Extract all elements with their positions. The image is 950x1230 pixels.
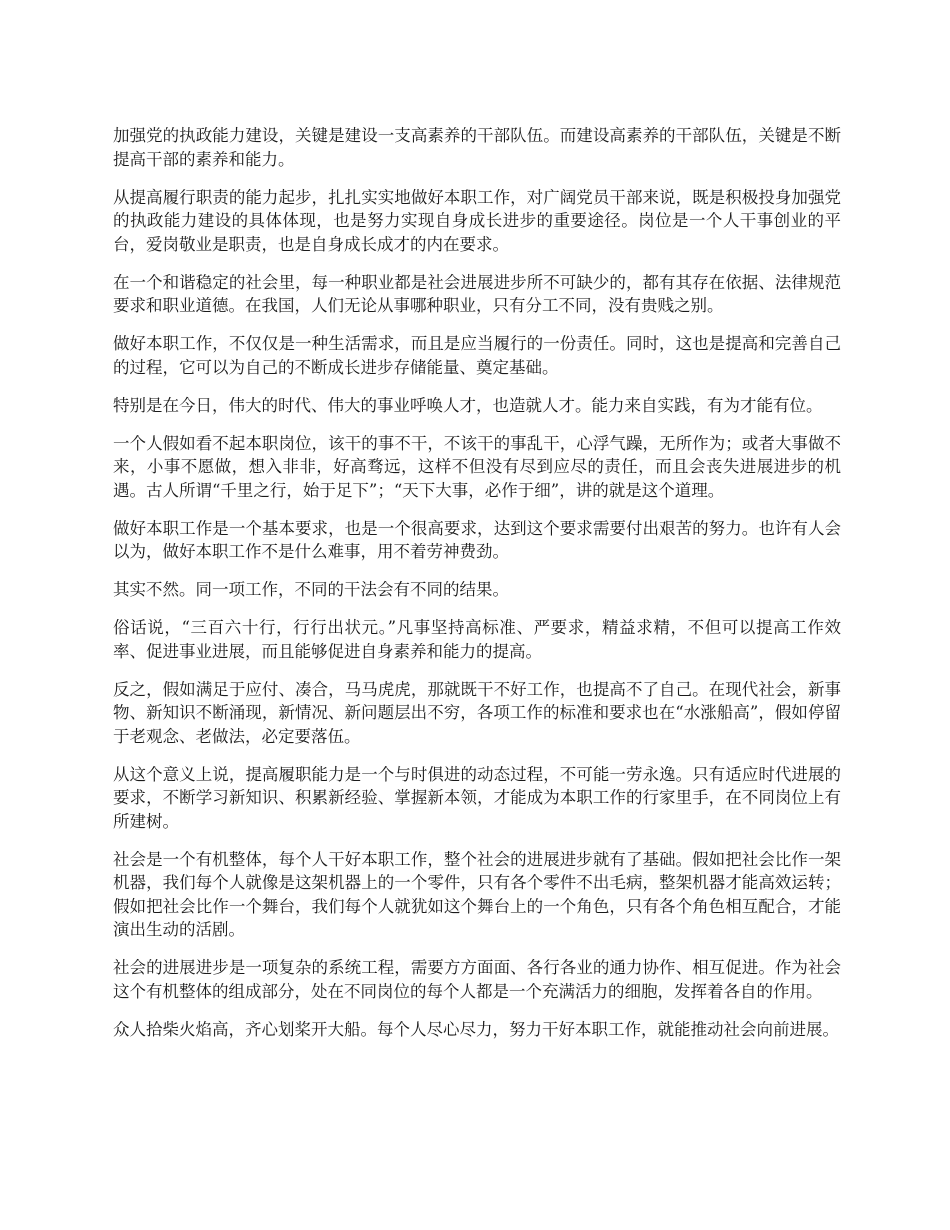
document-body bbox=[113, 124, 841, 1056]
paragraph: 众人拾柴火焰高，齐心划桨开大船。每个人尽心尽力，努力干好本职工作，就能推动社会向前进展。 bbox=[113, 1019, 839, 1039]
paragraph: 在一个和谐稳定的社会里，每一种职业都是社会进展进步所不可缺少的，都有其存在依据、法律规范要求和职业道德。在我国，人们无论从事哪种职业，只有分工不同，没有贵贱之别。 bbox=[113, 272, 841, 315]
paragraph: 特别是在今日，伟大的时代、伟大的事业呼唤人才，也造就人才。能力来自实践，有为才能有位。 bbox=[113, 395, 823, 415]
paragraph: 其实不然。同一项工作，不同的干法会有不同的结果。 bbox=[113, 580, 509, 599]
paragraph: 做好本职工作，不仅仅是一种生活需求，而且是应当履行的一份责任。同时，这也是提高和完善自己的过程，它可以为自己的不断成长进步存储能量、奠定基础。 bbox=[113, 334, 841, 377]
paragraph: 一个人假如看不起本职岗位，该干的事不干，不该干的事乱干，心浮气躁，无所作为；或者大事做不来，小事不愿做，想入非非，好高骛远，这样不但没有尽到应尽的责任，而且会丧失进展进步的机遇。古人所谓“千里之行，始于足下”；“天下大事，必作于细”，讲的就是这个道理。 bbox=[113, 433, 841, 500]
paragraph: 俗话说，“三百六十行，行行出状元。”凡事坚持高标准、严要求，精益求精，不但可以提高工作效率、促进事业进展，而且能够促进自身素养和能力的提高。 bbox=[113, 618, 841, 661]
paragraph: 做好本职工作是一个基本要求，也是一个很高要求，达到这个要求需要付出艰苦的努力。也许有人会以为，做好本职工作不是什么难事，用不着劳神费劲。 bbox=[113, 518, 841, 561]
paragraph: 社会的进展进步是一项复杂的系统工程，需要方方面面、各行各业的通力协作、相互促进。作为社会这个有机整体的组成部分，处在不同岗位的每个人都是一个充满活力的细胞，发挥着各自的作用。 bbox=[113, 958, 841, 1001]
paragraph: 反之，假如满足于应付、凑合，马马虎虎，那就既干不好工作，也提高不了自己。在现代社会，新事物、新知识不断涌现，新情况、新问题层出不穷，各项工作的标准和要求也在“水涨船高”，假如停留于老观念、老做法，必定要落伍。 bbox=[113, 679, 841, 746]
paragraph: 社会是一个有机整体，每个人干好本职工作，整个社会的进展进步就有了基础。假如把社会比作一架机器，我们每个人就像是这架机器上的一个零件，只有各个零件不出毛病，整架机器才能高效运转；假如把社会比作一个舞台，我们每个人就犹如这个舞台上的一个角色，只有各个角色相互配合，才能演出生动的活剧。 bbox=[113, 849, 841, 939]
paragraph: 从这个意义上说，提高履职能力是一个与时俱进的动态过程，不可能一劳永逸。只有适应时代进展的要求，不断学习新知识、积累新经验、掌握新本领，才能成为本职工作的行家里手，在不同岗位上有所建树。 bbox=[113, 764, 841, 831]
paragraph: 加强党的执政能力建设，关键是建设一支高素养的干部队伍。而建设高素养的干部队伍，关键是不断提高干部的素养和能力。 bbox=[113, 126, 841, 169]
paragraph: 从提高履行职责的能力起步，扎扎实实地做好本职工作，对广阔党员干部来说，既是积极投身加强党的执政能力建设的具体体现，也是努力实现自身成长进步的重要途径。岗位是一个人干事创业的平台，爱岗敬业是职责，也是自身成长成才的内在要求。 bbox=[113, 187, 841, 254]
